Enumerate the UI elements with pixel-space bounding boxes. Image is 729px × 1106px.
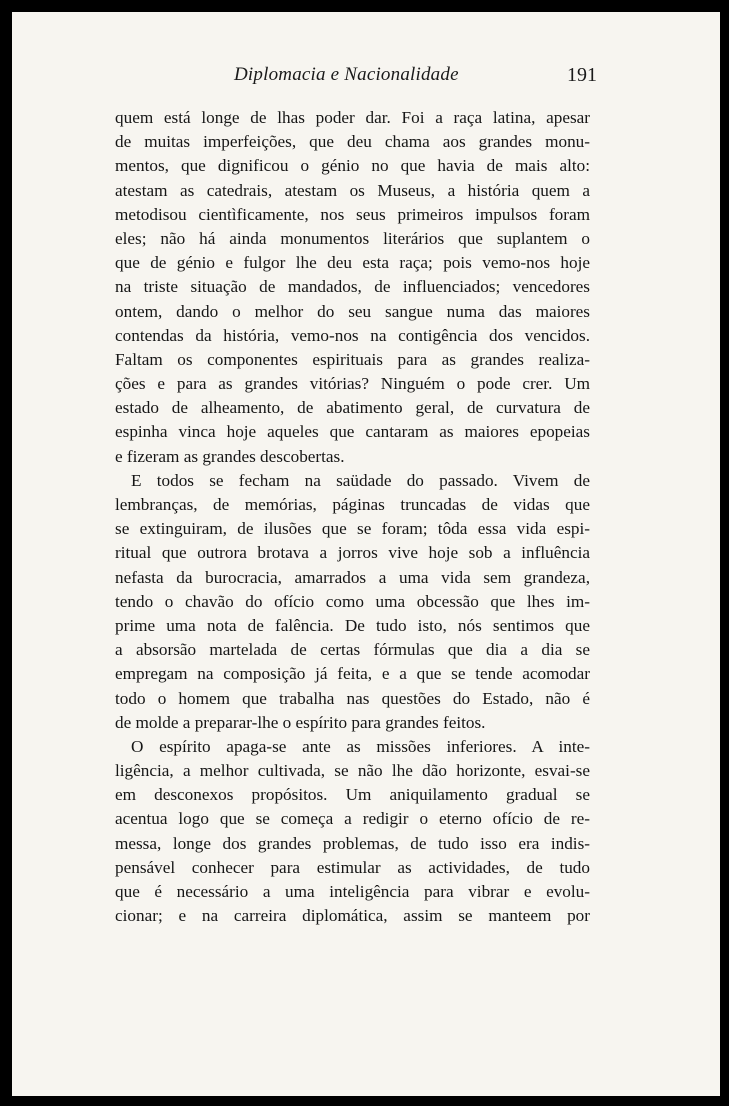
text-line: eles; não há ainda monumentos literários que suplantem o: [115, 228, 590, 248]
text-line: Faltam os componentes espirituais para as grandes realiza-: [115, 349, 590, 369]
text-line: contendas da história, vemo-nos na contigência dos vencidos.: [115, 325, 590, 345]
text-line: metodisou cientìficamente, nos seus primeiros impulsos foram: [115, 204, 590, 224]
paragraph: [115, 735, 590, 929]
page-header: [12, 64, 720, 94]
text-line: estado de alheamento, de abatimento geral, de curvatura de: [115, 398, 590, 418]
text-line: que é necessário a uma inteligência para vibrar e evolu-: [115, 882, 590, 901]
text-line: messa, longe dos grandes problemas, de tudo isso era indis-: [115, 833, 590, 853]
text-line: E todos se fecham na saüdade do passado. Vivem de: [131, 470, 590, 490]
text-line: e fizeram as grandes descobertas.: [115, 446, 345, 466]
text-line: espinha vinca hoje aqueles que cantaram as maiores epopeias: [115, 422, 590, 442]
text-line: ritual que outrora brotava a jorros vive hoje sob a influência: [115, 543, 590, 563]
text-line: de molde a preparar-lhe o espírito para grandes feitos.: [115, 712, 486, 732]
text-line: todo o homem que trabalha nas questões do Estado, não é: [115, 688, 590, 708]
book-page: [12, 12, 720, 1096]
text-line: cionar; e na carreira diplomática, assim se manteem por: [115, 906, 590, 926]
text-line: quem está longe de lhas poder dar. Foi a raça latina, apesar: [115, 108, 590, 127]
page-number: 191: [567, 64, 597, 86]
paragraph: [115, 106, 590, 469]
body-text: [115, 106, 590, 928]
text-line: atestam as catedrais, atestam os Museus, a história quem a: [115, 180, 590, 200]
text-line: prime uma nota de falência. De tudo isto, nós sentimos que: [115, 615, 590, 635]
text-line: ções e para as grandes vitórias? Ninguém o pode crer. Um: [115, 374, 590, 394]
text-line: na triste situação de mandados, de influenciados; vencedores: [115, 277, 590, 297]
text-line: tendo o chavão do ofício como uma obcessão que lhes im-: [115, 591, 590, 611]
text-line: O espírito apaga-se ante as missões inferiores. A inte-: [131, 736, 590, 756]
text-line: ligência, a melhor cultivada, se não lhe dão horizonte, esvai-se: [115, 761, 590, 781]
text-line: a absorsão martelada de certas fórmulas que dia a dia se: [115, 640, 590, 660]
text-line: lembranças, de memórias, páginas truncadas de vidas que: [115, 495, 590, 514]
text-line: acentua logo que se começa a redigir o eterno ofício de re-: [115, 809, 590, 829]
text-line: ontem, dando o melhor do seu sangue numa das maiores: [115, 301, 590, 321]
running-title: Diplomacia e Nacionalidade: [234, 64, 459, 85]
text-line: que de génio e fulgor lhe deu esta raça; pois vemo-nos hoje: [115, 253, 590, 273]
text-line: em desconexos propósitos. Um aniquilamento gradual se: [115, 785, 590, 805]
text-line: se extinguiram, de ilusões que se foram; tôda essa vida espi-: [115, 519, 590, 539]
text-line: mentos, que dignificou o génio no que havia de mais alto:: [115, 156, 590, 176]
text-line: empregam na composição já feita, e a que se tende acomodar: [115, 664, 590, 684]
text-line: pensável conhecer para estimular as actividades, de tudo: [115, 857, 590, 877]
text-line: nefasta da burocracia, amarrados a uma vida sem grandeza,: [115, 567, 590, 587]
text-line: de muitas imperfeições, que deu chama aos grandes monu-: [115, 132, 590, 152]
paragraph: [115, 469, 590, 735]
